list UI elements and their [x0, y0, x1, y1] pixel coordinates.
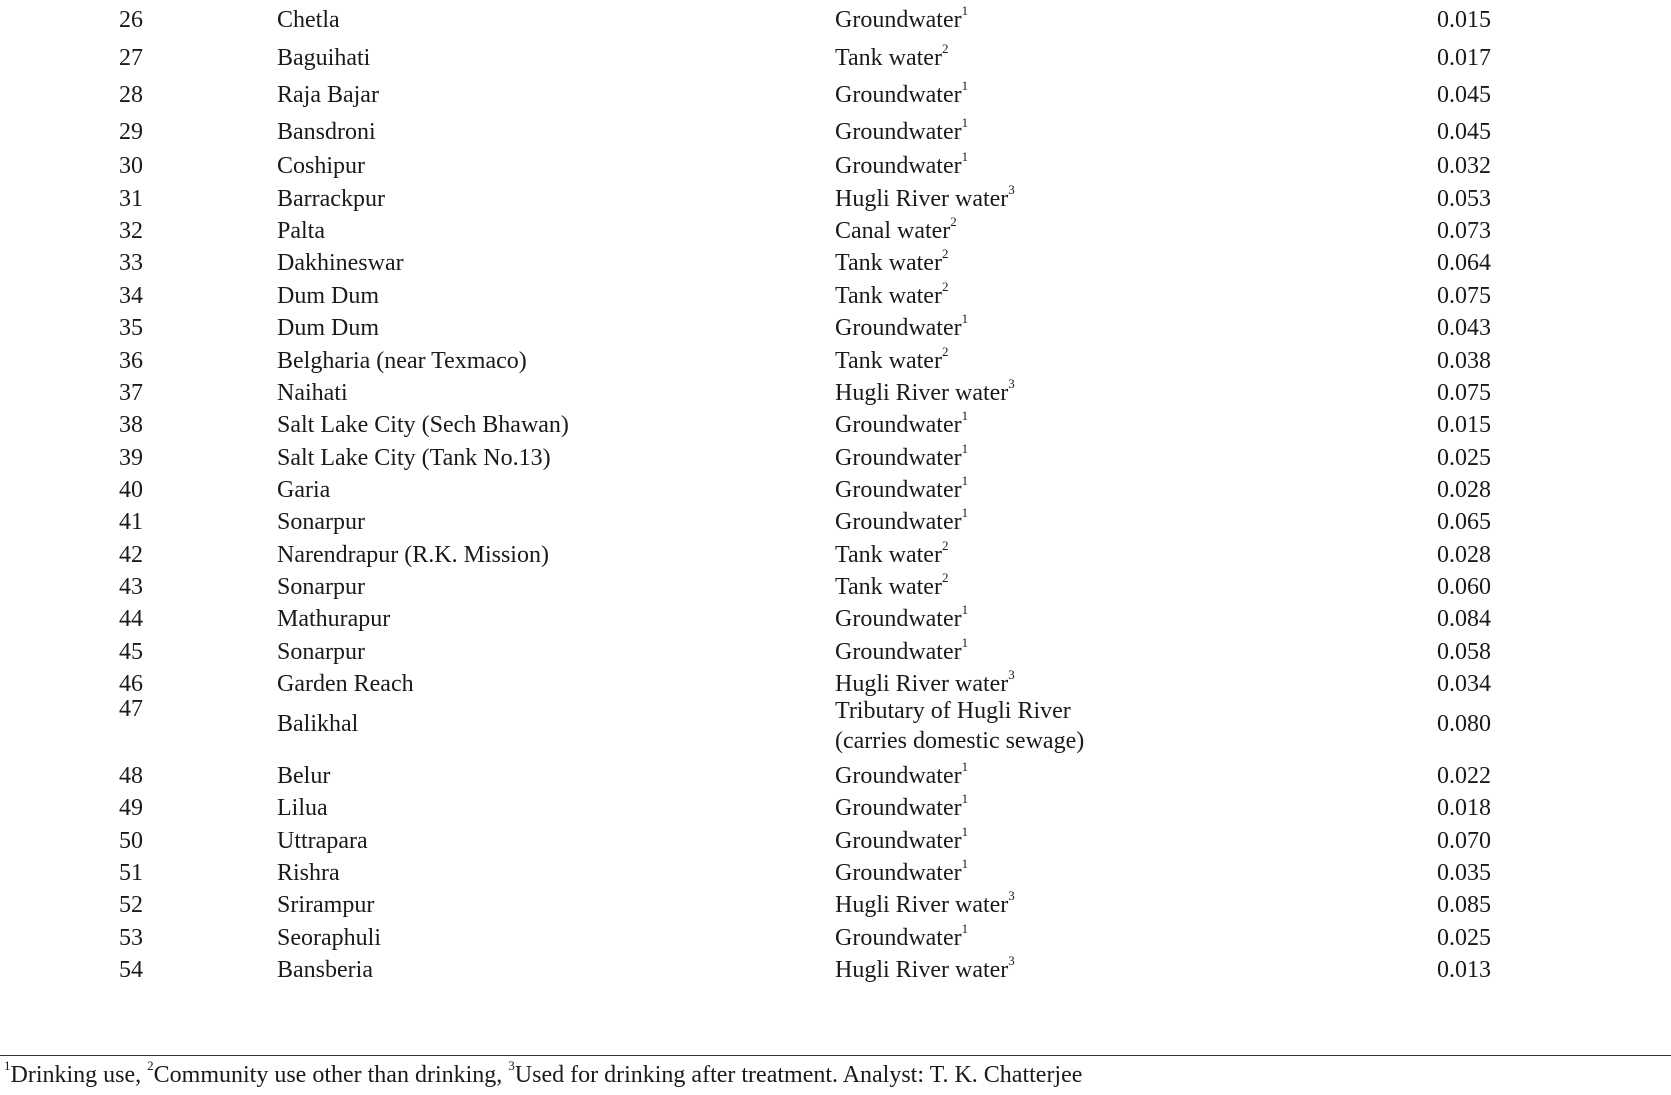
row-number: 43 [119, 574, 143, 600]
row-number: 27 [119, 45, 143, 71]
footnote-text-2: Community use other than drinking, [153, 1062, 509, 1088]
water-source-label: Groundwater [835, 795, 962, 821]
row-number: 35 [119, 315, 143, 341]
footnote-marker: 2 [941, 246, 949, 261]
water-source-cell [835, 759, 969, 789]
water-source-label: Tributary of Hugli River [835, 698, 1071, 724]
location-cell: Salt Lake City (Sech Bhawan) [277, 412, 569, 438]
row-number: 51 [119, 860, 143, 886]
concentration-value: 0.013 [1437, 957, 1491, 983]
row-number: 47 [119, 696, 143, 722]
concentration-value: 0.025 [1437, 445, 1491, 471]
footnote-marker: 1 [961, 149, 969, 164]
water-source-cell [835, 149, 969, 179]
concentration-value: 0.073 [1437, 218, 1491, 244]
concentration-value: 0.022 [1437, 763, 1491, 789]
water-source-label: Groundwater [835, 315, 962, 341]
location-cell: Chetla [277, 7, 340, 33]
row-number: 52 [119, 892, 143, 918]
water-source-label: Tank water [835, 348, 942, 374]
water-source-label: Groundwater [835, 477, 962, 503]
concentration-value: 0.018 [1437, 795, 1491, 821]
footnote-mark-3: 3 [508, 1058, 515, 1073]
location-cell: Rishra [277, 860, 340, 886]
footnote-marker: 1 [961, 408, 969, 423]
water-source-label: Groundwater [835, 828, 962, 854]
concentration-value: 0.075 [1437, 380, 1491, 406]
footnote-marker: 3 [1008, 182, 1015, 197]
concentration-value: 0.064 [1437, 250, 1491, 276]
concentration-value: 0.035 [1437, 860, 1491, 886]
water-source-cell [835, 921, 969, 951]
footnote-marker: 2 [941, 570, 949, 585]
water-source-cell [835, 408, 969, 438]
location-cell: Palta [277, 218, 325, 244]
footnote-marker: 1 [961, 473, 969, 488]
concentration-value: 0.028 [1437, 542, 1491, 568]
location-cell: Bansdroni [277, 119, 376, 145]
location-cell: Uttrapara [277, 828, 368, 854]
location-cell: Salt Lake City (Tank No.13) [277, 445, 551, 471]
row-number: 30 [119, 153, 143, 179]
water-source-cell [835, 3, 969, 33]
water-source-label: Groundwater [835, 509, 962, 535]
concentration-value: 0.015 [1437, 412, 1491, 438]
water-source-note: (carries domestic sewage) [835, 728, 1085, 754]
water-source-label: Groundwater [835, 445, 962, 471]
footnote-marker: 2 [950, 214, 957, 229]
concentration-value: 0.084 [1437, 606, 1491, 632]
water-source-cell [835, 279, 949, 309]
water-source-label: Groundwater [835, 860, 962, 886]
water-source-cell [835, 667, 1015, 697]
water-source-label: Hugli River water [835, 671, 1009, 697]
concentration-value: 0.075 [1437, 283, 1491, 309]
water-source-cell [835, 570, 949, 600]
location-cell: Dakhineswar [277, 250, 404, 276]
row-number: 33 [119, 250, 143, 276]
location-cell: Baguihati [277, 45, 371, 71]
water-source-label: Groundwater [835, 153, 962, 179]
water-source-label: Tank water [835, 283, 942, 309]
water-source-label: Groundwater [835, 7, 962, 33]
location-cell: Raja Bajar [277, 82, 379, 108]
water-source-cell [835, 214, 957, 244]
footnote-marker: 1 [961, 3, 969, 18]
footnote-marker: 1 [961, 115, 969, 130]
footnote-marker: 2 [941, 279, 949, 294]
row-number: 37 [119, 380, 143, 406]
footnote-marker: 1 [961, 759, 969, 774]
row-number: 38 [119, 412, 143, 438]
row-number: 45 [119, 639, 143, 665]
footnote-marker: 3 [1008, 888, 1015, 903]
water-source-cell [835, 441, 969, 471]
row-number: 49 [119, 795, 143, 821]
water-source-cell [835, 696, 1084, 756]
water-source-label: Hugli River water [835, 892, 1009, 918]
row-number: 54 [119, 957, 143, 983]
water-source-label: Hugli River water [835, 380, 1009, 406]
concentration-value: 0.032 [1437, 153, 1491, 179]
water-source-cell [835, 538, 949, 568]
footnote-text-1: Drinking use, [10, 1062, 148, 1088]
water-source-label: Hugli River water [835, 957, 1009, 983]
water-source-cell [835, 311, 969, 341]
concentration-value: 0.038 [1437, 348, 1491, 374]
water-source-cell [835, 115, 969, 145]
location-cell: Barrackpur [277, 186, 385, 212]
concentration-value: 0.034 [1437, 671, 1491, 697]
water-source-cell [835, 953, 1015, 983]
table-bottom-rule [0, 1055, 1671, 1056]
footnote-marker: 1 [961, 856, 969, 871]
table-footnote [4, 1060, 1082, 1090]
row-number: 42 [119, 542, 143, 568]
water-source-cell [835, 246, 949, 276]
concentration-value: 0.085 [1437, 892, 1491, 918]
location-cell: Lilua [277, 795, 328, 821]
row-number: 53 [119, 925, 143, 951]
concentration-value: 0.070 [1437, 828, 1491, 854]
row-number: 41 [119, 509, 143, 535]
location-cell: Belur [277, 763, 331, 789]
row-number: 50 [119, 828, 143, 854]
water-source-label: Groundwater [835, 639, 962, 665]
footnote-marker: 3 [1008, 667, 1015, 682]
water-source-label: Tank water [835, 250, 942, 276]
location-cell: Coshipur [277, 153, 366, 179]
concentration-value: 0.017 [1437, 45, 1491, 71]
water-source-cell [835, 791, 969, 821]
concentration-value: 0.015 [1437, 7, 1491, 33]
location-cell: Sonarpur [277, 574, 365, 600]
footnote-marker: 1 [961, 921, 969, 936]
water-source-cell [835, 376, 1015, 406]
concentration-value: 0.053 [1437, 186, 1491, 212]
concentration-value: 0.043 [1437, 315, 1491, 341]
footnote-marker: 3 [1008, 376, 1015, 391]
water-source-label: Groundwater [835, 763, 962, 789]
location-cell: Sonarpur [277, 509, 365, 535]
location-cell: Garden Reach [277, 671, 414, 697]
row-number: 32 [119, 218, 143, 244]
water-source-label: Groundwater [835, 925, 962, 951]
location-cell: Narendrapur (R.K. Mission) [277, 542, 549, 568]
footnote-mark-1: 1 [4, 1058, 11, 1073]
row-number: 46 [119, 671, 143, 697]
water-source-label: Tank water [835, 542, 942, 568]
water-source-label: Hugli River water [835, 186, 1009, 212]
row-number: 29 [119, 119, 143, 145]
location-cell: Mathurapur [277, 606, 391, 632]
footnote-marker: 1 [961, 78, 969, 93]
water-source-label: Groundwater [835, 606, 962, 632]
concentration-value: 0.028 [1437, 477, 1491, 503]
water-source-cell [835, 602, 969, 632]
footnote-marker: 1 [961, 824, 969, 839]
location-cell: Naihati [277, 380, 348, 406]
concentration-value: 0.060 [1437, 574, 1491, 600]
row-number: 34 [119, 283, 143, 309]
water-source-cell [835, 824, 969, 854]
concentration-value: 0.058 [1437, 639, 1491, 665]
footnote-marker: 1 [961, 602, 969, 617]
location-cell: Srirampur [277, 892, 375, 918]
footnote-marker: 2 [941, 344, 949, 359]
row-number: 31 [119, 186, 143, 212]
location-cell: Balikhal [277, 711, 359, 737]
row-number: 39 [119, 445, 143, 471]
footnote-marker: 3 [1008, 953, 1015, 968]
water-source-cell [835, 635, 969, 665]
concentration-value: 0.045 [1437, 119, 1491, 145]
footnote-marker: 1 [961, 635, 969, 650]
water-source-cell [835, 78, 969, 108]
water-source-label: Groundwater [835, 412, 962, 438]
footnote-marker: 1 [961, 505, 969, 520]
water-source-cell [835, 41, 949, 71]
row-number: 28 [119, 82, 143, 108]
water-source-label: Tank water [835, 45, 942, 71]
water-source-label: Groundwater [835, 82, 962, 108]
footnote-marker: 1 [961, 311, 969, 326]
location-cell: Bansberia [277, 957, 373, 983]
location-cell: Dum Dum [277, 283, 379, 309]
footnote-marker: 2 [941, 41, 949, 56]
concentration-value: 0.080 [1437, 711, 1491, 737]
water-source-cell [835, 505, 969, 535]
concentration-value: 0.045 [1437, 82, 1491, 108]
water-source-label: Groundwater [835, 119, 962, 145]
row-number: 36 [119, 348, 143, 374]
footnote-text-3: Used for drinking after treatment. Analyst: T. K. Chatterjee [514, 1062, 1083, 1088]
location-cell: Belgharia (near Texmaco) [277, 348, 527, 374]
location-cell: Dum Dum [277, 315, 379, 341]
location-cell: Sonarpur [277, 639, 365, 665]
row-number: 40 [119, 477, 143, 503]
water-source-cell [835, 856, 969, 886]
footnote-marker: 1 [961, 791, 969, 806]
water-source-cell [835, 473, 969, 503]
water-source-label: Canal water [835, 218, 951, 244]
water-source-cell [835, 888, 1015, 918]
footnote-marker: 2 [941, 538, 949, 553]
concentration-value: 0.025 [1437, 925, 1491, 951]
row-number: 26 [119, 7, 143, 33]
water-source-label: Tank water [835, 574, 942, 600]
row-number: 44 [119, 606, 143, 632]
concentration-value: 0.065 [1437, 509, 1491, 535]
water-source-cell [835, 344, 949, 374]
location-cell: Garia [277, 477, 331, 503]
location-cell: Seoraphuli [277, 925, 381, 951]
footnote-marker: 1 [961, 441, 969, 456]
water-source-cell [835, 182, 1015, 212]
row-number: 48 [119, 763, 143, 789]
footnote-mark-2: 2 [147, 1058, 154, 1073]
